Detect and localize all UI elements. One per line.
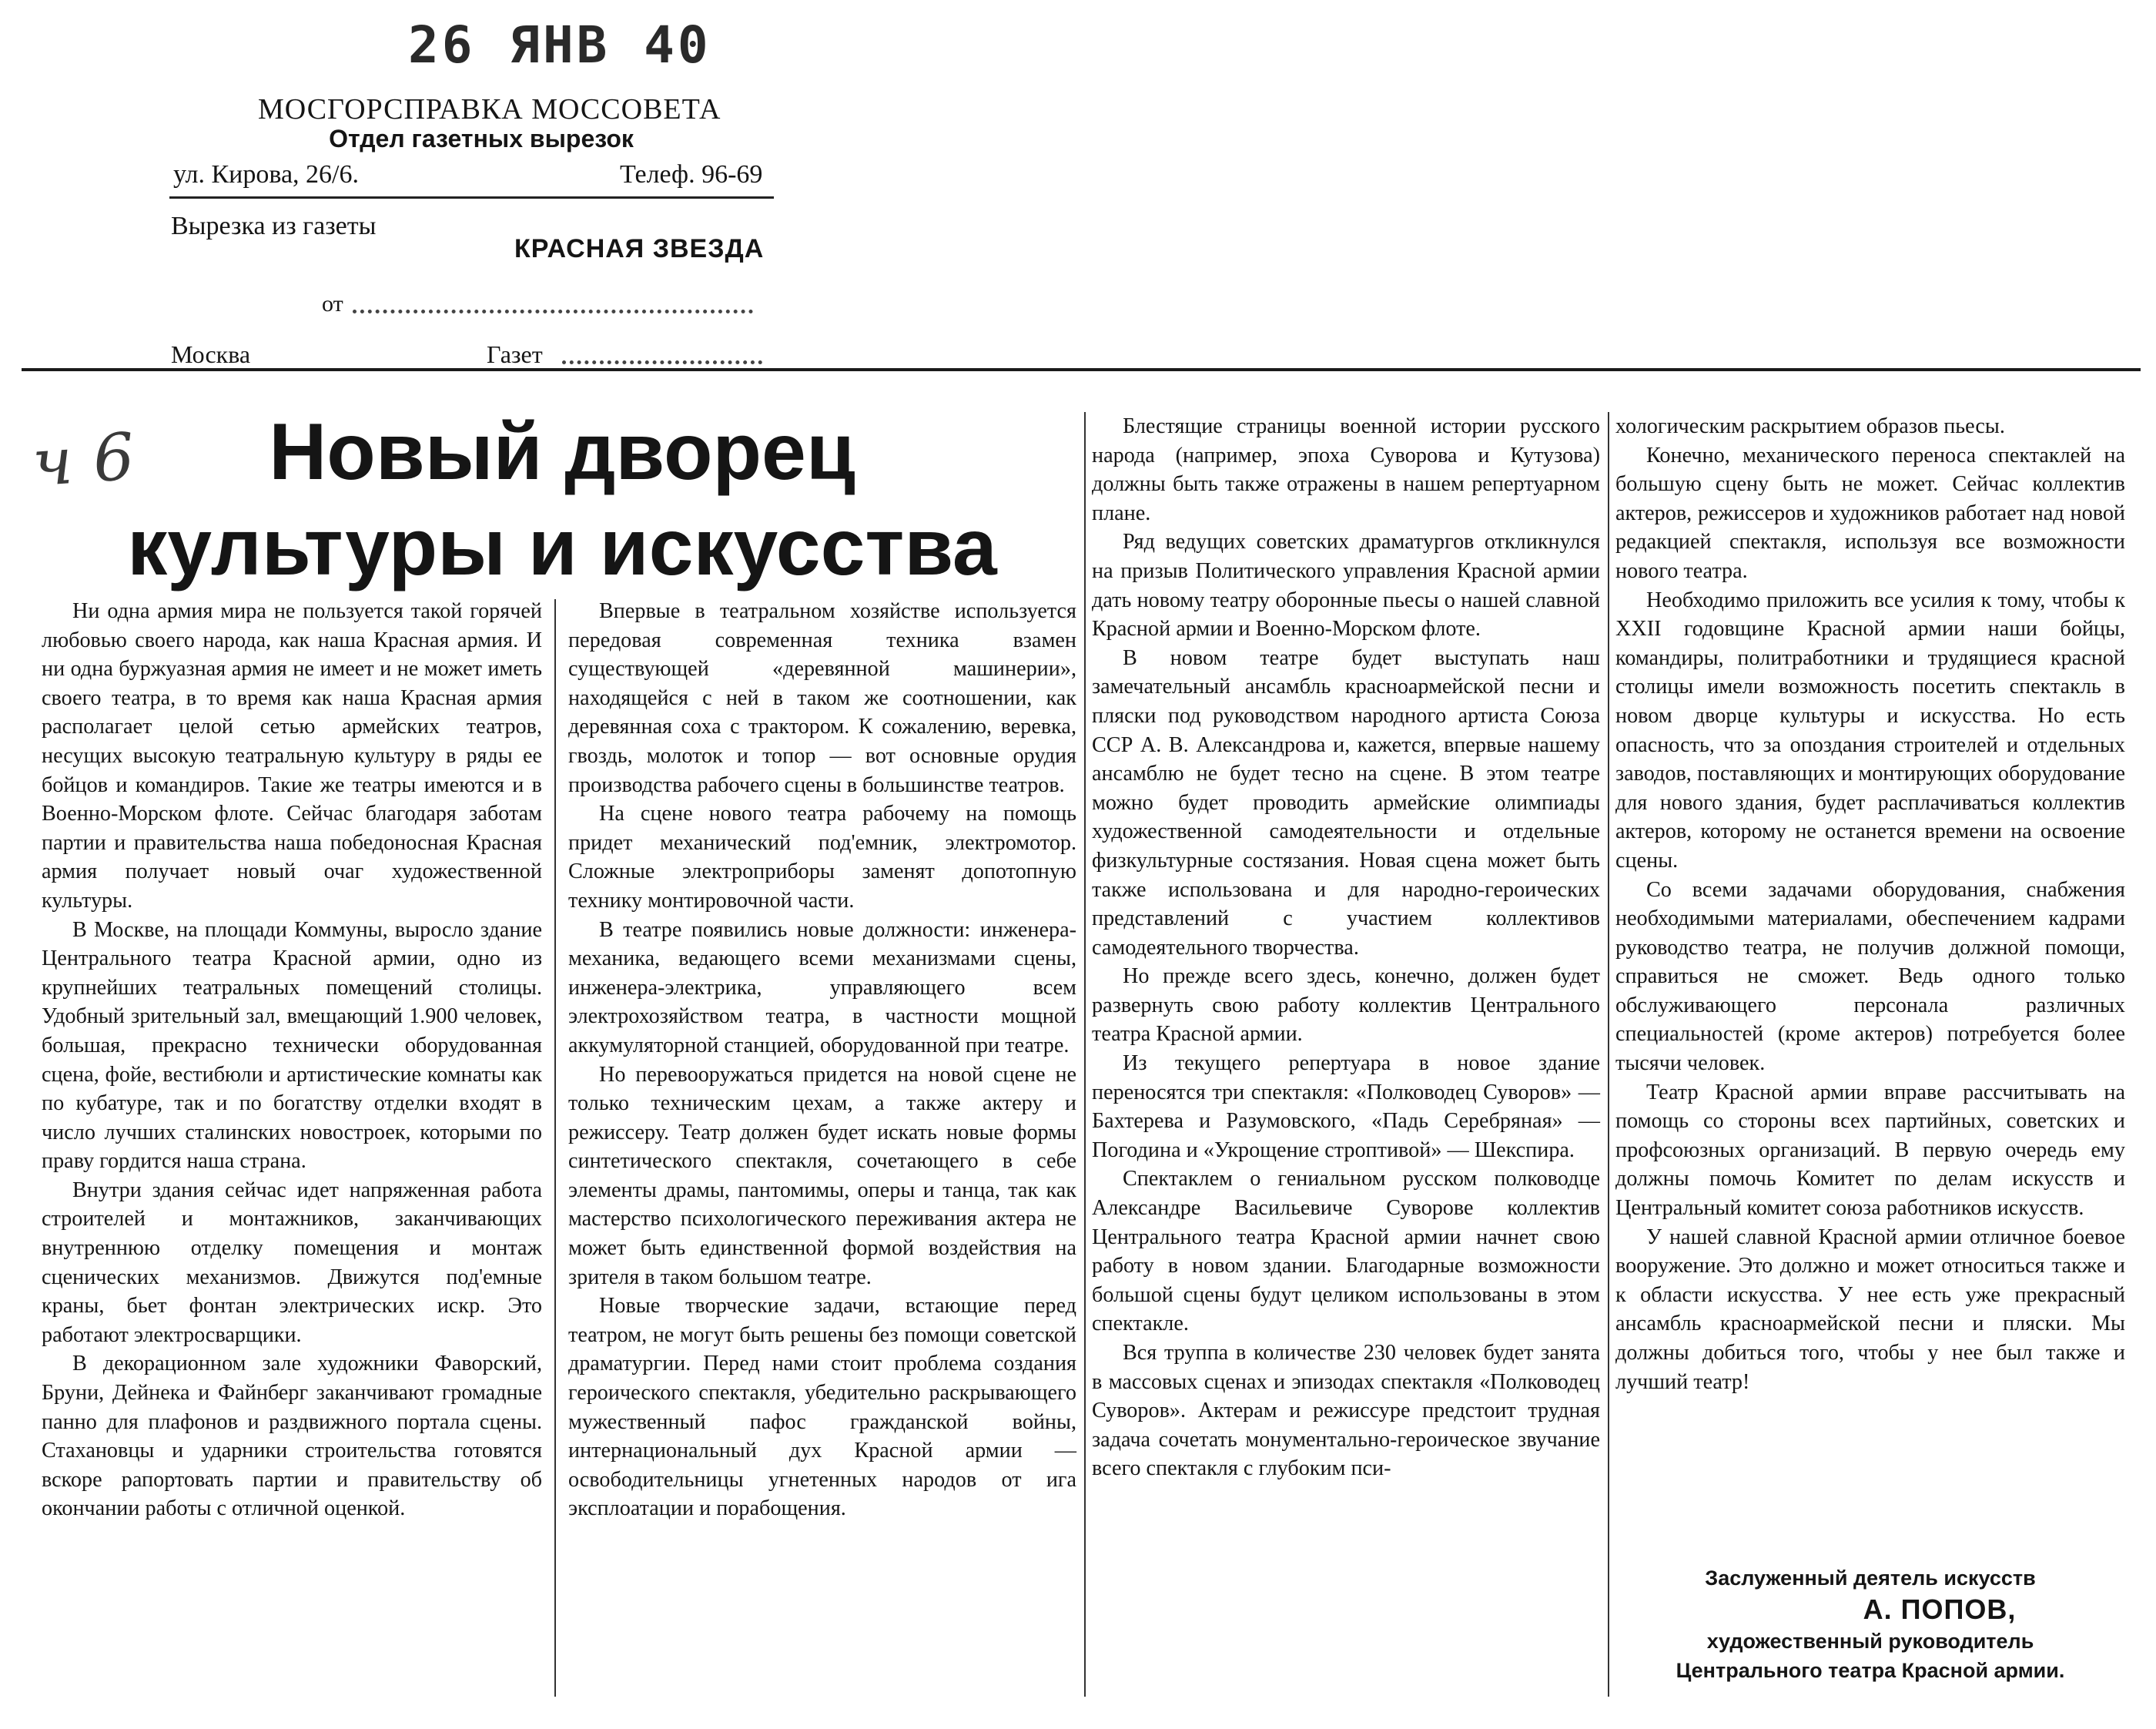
paragraph: Вся труппа в количестве 230 человек будет занята в массовых сценах и эпизодах спектакля «Полководец Суворов». Актерам и режиссуре предстоит трудная задача сочетать монументально-героическое звучание всего спектакля с глубоким пси- bbox=[1092, 1341, 1600, 1481]
article-headline bbox=[100, 404, 1024, 595]
date-blank-line bbox=[353, 294, 753, 313]
paragraph: Ряд ведущих советских драматургов откликнулся на призыв Политического управления Красной армии дать новому театру оборонные пьесы о нашей славной Красной армии и Военно-Морском флоте. bbox=[1092, 530, 1600, 642]
paragraph: Необходимо приложить все усилия к тому, чтобы к XXII годовщине Красной армии наши бойцы, командиры, политработники и трудящиеся красной столицы имели возможность посетить спектакль в новом дворце культуры и искусства. Но есть опасность, что за опоздания строителей и отдельных заводов, поставляющих и монтирующих оборудование для нового здания, будет расплачиваться коллектив актеров, которому не останется времени на освоение сцены. bbox=[1615, 588, 2125, 873]
paragraph: В театре появились новые должности: инженера-механика, ведающего всеми механизмами сцены, инженера-электрика, управляющего всем электрохозяйством театра, в частности мощной аккумуляторной станцией, оборудованной при театре. bbox=[568, 917, 1076, 1057]
author-role-line-1: художественный руководитель bbox=[1706, 1630, 2034, 1653]
paragraph: Впервые в театральном хозяйстве используется передовая современная техника взамен существующей «деревянной машинерии», находящейся с ней в таком же соотношении, как деревянная соха с трактором. К сожалению, веревка, гвоздь, молоток и топор — вот основные орудия производства рабочего сцены в большинстве театров. bbox=[568, 599, 1076, 797]
article-column-4 bbox=[1615, 412, 2125, 1396]
headline-line-2: культуры и искусства bbox=[127, 503, 997, 592]
bureau-department: Отдел газетных вырезок bbox=[329, 125, 634, 152]
article-column-1 bbox=[42, 597, 542, 1523]
paragraph: Но прежде всего здесь, конечно, должен будет развернуть свою работу коллектив Центрального театра Красной армии. bbox=[1092, 964, 1600, 1047]
paragraph: Блестящие страницы военной истории русского народа (например, эпоха Суворова и Кутузова) должны быть также отражены в нашем репертуарном плане. bbox=[1092, 414, 1600, 525]
clipping-date-stamp: 26 ЯНВ 40 bbox=[408, 15, 711, 75]
column-divider bbox=[554, 599, 556, 1697]
paragraph: Ни одна армия мира не пользуется такой горячей любовью своего народа, как наша Красная армия. И ни одна буржуазная армия не имеет и не может иметь своего театра, в то время как наша Красная армия располагает целой сетью армейских театров, несущих высокую театральную культуру в ряды ее бойцов и командиров. Такие же театры имеются и в Военно-Морском флоте. Сейчас благодаря заботам партии и правительства наша победоносная Красная армия получает новый очаг художественной культуры. bbox=[42, 599, 542, 913]
handwritten-note: ч 6 bbox=[29, 418, 137, 501]
date-label: от bbox=[322, 291, 343, 317]
paragraph: У нашей славной Красной армии отличное боевое вооружение. Это должно и может относиться также и к области искусства. У нее есть уже прекрасный ансамбль красноармейской песни и пляски. Мы должны добиться того, чтобы у нее был также и лучший театр! bbox=[1615, 1225, 2125, 1394]
gazet-label: Газет bbox=[487, 340, 543, 368]
paragraph: Со всеми задачами оборудования, снабжения необходимыми материалами, обеспечением кадрами руководство театра, не получив должной помощи, справиться не сможет. Ведь одного только обслуживающего персонала различных специальностей (кроме актеров) потребуется более тысячи человек. bbox=[1615, 877, 2125, 1076]
paragraph: Спектаклем о гениальном русском полководце Александре Васильевиче Суворове коллектив Центрального театра Красной армии начнет свою работу в новом здании. Благодарные возможности большой сцены будут целиком использованы в этом спектакле. bbox=[1092, 1167, 1600, 1336]
bureau-phone: Телеф. 96-69 bbox=[620, 160, 763, 189]
clipping-cut-edge bbox=[22, 368, 2141, 371]
bureau-name: МОСГОРСПРАВКА МОССОВЕТА bbox=[258, 93, 721, 126]
bureau-address: ул. Кирова, 26/6. bbox=[173, 160, 359, 189]
paragraph: Внутри здания сейчас идет напряженная работа строителей и монтажников, заканчивающих внутреннюю отделку помещения и монтаж сценических механизмов. Движутся под'емные краны, бьет фонтан электрических искр. Это работают электросварщики. bbox=[42, 1178, 542, 1347]
paragraph: Конечно, механического переноса спектаклей на большую сцену быть не может. Сейчас коллектив актеров, режиссеров и художников работает над новой редакцией спектакля, используя все возможности нового театра. bbox=[1615, 443, 2125, 583]
paragraph: В Москве, на площади Коммуны, выросло здание Центрального театра Красной армии, одно из крупнейших театральных помещений столицы. Удобный зрительный зал, вмещающий 1.900 человек, большая, прекрасно технически оборудованная сцена, фойе, вестибюли и артистические комнаты как по кубатуре, так и по богатству отделки входят в число лучших сталинских новостроек, которыми по праву гордится наша страна. bbox=[42, 917, 542, 1174]
author-title: Заслуженный деятель искусств bbox=[1705, 1566, 2036, 1590]
bureau-divider bbox=[169, 196, 774, 199]
clip-from-label: Вырезка из газеты bbox=[171, 212, 377, 240]
paragraph: Из текущего репертуара в новое здание переносятся три спектакля: «Полководец Суворов» — Бахтерева и Разумовского, «Падь Серебряная» — Погодина и «Укрощение строптивой» — Шекспира. bbox=[1092, 1051, 1600, 1162]
article-column-2 bbox=[568, 597, 1076, 1523]
gazet-blank-line bbox=[562, 345, 762, 364]
paragraph: Но перевооружаться придется на новой сцене не только техническим цехам, а также актеру и режиссеру. Театр должен будет искать новые формы синтетического спектакля, сочетающего в себе элементы драмы, пантомимы, оперы и танца, так как мастерство психологического переживания актера не может быть единственной формой воздействия на зрителя в таком большом театре. bbox=[568, 1062, 1076, 1289]
paragraph-continuation: хологическим раскрытием образов пьесы. bbox=[1615, 414, 2005, 438]
author-name: А. ПОПОВ, bbox=[1863, 1593, 2017, 1625]
column-divider bbox=[1084, 412, 1086, 1697]
author-signature bbox=[1615, 1563, 2125, 1685]
author-role-line-2: Центрального театра Красной армии. bbox=[1676, 1659, 2065, 1682]
headline-line-1: Новый дворец bbox=[269, 407, 855, 497]
article-column-3 bbox=[1092, 412, 1600, 1483]
column-divider bbox=[1608, 412, 1609, 1697]
paragraph: В новом театре будет выступать наш замечательный ансамбль красноармейской песни и пляски под руководством народного артиста Союза ССР А. В. Александрова и, кажется, впервые нашему ансамблю не будет тесно на сцене. В этом театре можно будет проводить армейские олимпиады художественной самодеятельности и отдельные физкультурные состязания. Новая сцена может быть также использована и для народно-героических представлений с участием коллективов самодеятельного творчества. bbox=[1092, 645, 1600, 960]
paragraph: Новые творческие задачи, встающие перед театром, не могут быть решены без помощи советской драматургии. Перед нами стоит проблема создания героического спектакля, убедительно раскрывающего мужественный пафос гражданской войны, интернациональный дух Красной армии — освободительницы угнетенных народов от ига эксплоатации и порабощения. bbox=[568, 1294, 1076, 1521]
city-label: Москва bbox=[171, 340, 251, 368]
newspaper-name: КРАСНАЯ ЗВЕЗДА bbox=[514, 234, 765, 263]
paragraph: В декорационном зале художники Фаворский, Бруни, Дейнека и Файнберг заканчивают громадные панно для плафонов и раздвижного портала сцены. Стахановцы и ударники строительства готовятся вскоре рапортовать партии и правительству об окончании работы с отличной оценкой. bbox=[42, 1352, 542, 1521]
paragraph: На сцене нового театра рабочему на помощь придет механический под'емник, электромотор. Сложные электроприборы заменят допотопную технику монтировочной части. bbox=[568, 802, 1076, 913]
paragraph: Театр Красной армии вправе рассчитывать на помощь со стороны всех партийных, советских и профсоюзных организаций. В первую очередь ему должны помочь Комитет по делам искусств и Центральный комитет союза работников искусств. bbox=[1615, 1080, 2125, 1221]
